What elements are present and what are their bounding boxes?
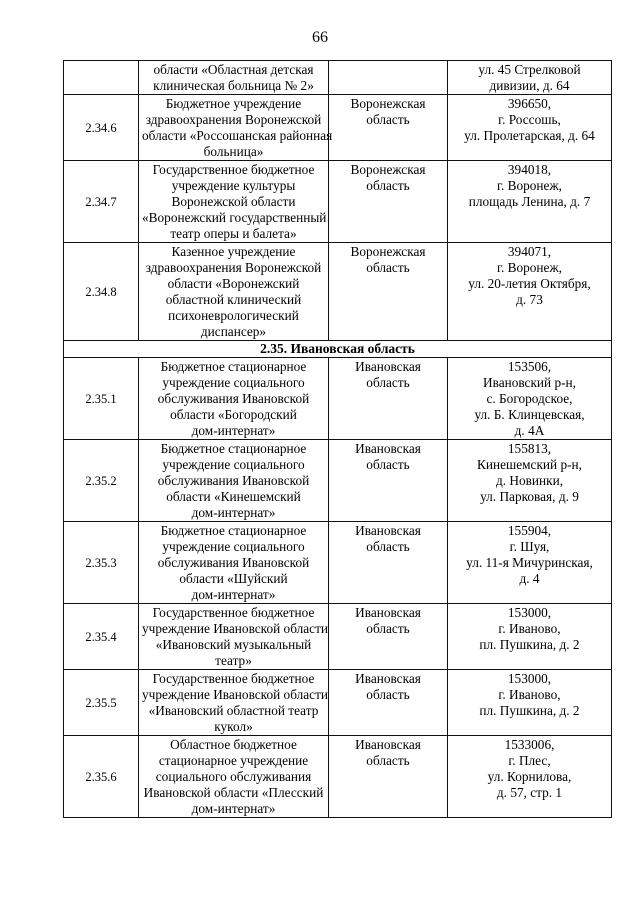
organization-name bbox=[139, 736, 329, 818]
organization-name-line: клиническая больница № 2» bbox=[153, 78, 314, 93]
organization-name-line: дом-интернат» bbox=[191, 801, 276, 816]
region-name-line: область bbox=[366, 539, 410, 554]
address-line: д. 4А bbox=[514, 423, 545, 438]
organization-name bbox=[139, 243, 329, 341]
region-name-line: Ивановская bbox=[355, 441, 421, 456]
organization-name-line: Государственное бюджетное bbox=[152, 162, 315, 177]
address-line: г. Иваново, bbox=[498, 687, 561, 702]
organization-name-line: Областное бюджетное bbox=[170, 737, 297, 752]
organization-name-line: диспансер» bbox=[200, 324, 267, 339]
table-row bbox=[64, 95, 612, 161]
region-name-line: область bbox=[366, 112, 410, 127]
region-name-line: Воронежская bbox=[350, 96, 426, 111]
table-body bbox=[64, 61, 612, 818]
organization-name-line: Воронежской области bbox=[171, 194, 296, 209]
organization-name-line: дом-интернат» bbox=[191, 505, 276, 520]
region-name-line: Ивановская bbox=[355, 523, 421, 538]
organization-name bbox=[139, 161, 329, 243]
organization-name-line: обслуживания Ивановской bbox=[157, 473, 310, 488]
table-row bbox=[64, 604, 612, 670]
organization-name-line: учреждение социального bbox=[162, 457, 305, 472]
address-line: площадь Ленина, д. 7 bbox=[468, 194, 591, 209]
region-name-line: область bbox=[366, 687, 410, 702]
institutions-table bbox=[63, 60, 612, 818]
organization-name bbox=[139, 522, 329, 604]
organization-name-line: области «Богородский bbox=[170, 407, 297, 422]
address-line: ул. Б. Клинцевская, bbox=[474, 407, 585, 422]
organization-name-line: области «Воронежский bbox=[167, 276, 300, 291]
address-line: 396650, bbox=[507, 96, 552, 111]
row-number: 2.35.4 bbox=[64, 604, 139, 670]
region-name-line: Ивановская bbox=[355, 605, 421, 620]
address bbox=[448, 358, 612, 440]
organization-name-line: Казенное учреждение bbox=[171, 244, 296, 259]
address-line: Ивановский р-н, bbox=[482, 375, 576, 390]
table-row bbox=[64, 358, 612, 440]
row-number: 2.35.6 bbox=[64, 736, 139, 818]
address-line: ул. 11-я Мичуринская, bbox=[466, 555, 593, 570]
table-row bbox=[64, 243, 612, 341]
organization-name-line: «Ивановский музыкальный bbox=[155, 637, 312, 652]
region-name bbox=[329, 95, 448, 161]
organization-name-line: здравоохранения Воронежской bbox=[145, 112, 322, 127]
organization-name-line: обслуживания Ивановской bbox=[157, 391, 310, 406]
address bbox=[448, 604, 612, 670]
region-name bbox=[329, 243, 448, 341]
region-name-line: Воронежская bbox=[350, 244, 426, 259]
section-title: 2.35. Ивановская область bbox=[64, 341, 612, 358]
address-line: дивизии, д. 64 bbox=[489, 78, 570, 93]
address-line: ул. Пролетарская, д. 64 bbox=[464, 128, 595, 143]
address-line: 153000, bbox=[507, 671, 552, 686]
organization-name-line: области «Кинешемский bbox=[166, 489, 301, 504]
address-line: ул. Корнилова, bbox=[487, 769, 572, 784]
row-number: 2.34.6 bbox=[64, 95, 139, 161]
organization-name-line: Государственное бюджетное bbox=[152, 605, 315, 620]
address bbox=[448, 161, 612, 243]
address-line: 155904, bbox=[507, 523, 552, 538]
organization-name bbox=[139, 604, 329, 670]
row-number: 2.35.5 bbox=[64, 670, 139, 736]
address-line: 394071, bbox=[507, 244, 552, 259]
address bbox=[448, 670, 612, 736]
address-line: 153506, bbox=[507, 359, 552, 374]
region-name bbox=[329, 604, 448, 670]
region-name-line: Ивановская bbox=[355, 737, 421, 752]
organization-name-line: Ивановской области «Плесский bbox=[143, 785, 324, 800]
region-name-line: область bbox=[366, 457, 410, 472]
organization-name-line: учреждение Ивановской области bbox=[142, 687, 328, 702]
table-row bbox=[64, 670, 612, 736]
organization-name-line: «Ивановский областной театр bbox=[148, 703, 319, 718]
region-name-line: область bbox=[366, 178, 410, 193]
address bbox=[448, 61, 612, 95]
organization-name-line: здравоохранения Воронежской bbox=[145, 260, 322, 275]
region-name-line: область bbox=[366, 260, 410, 275]
organization-name bbox=[139, 670, 329, 736]
table-row bbox=[64, 161, 612, 243]
organization-name-line: области «Россошанская районная bbox=[142, 128, 333, 143]
organization-name-line: социального обслуживания bbox=[155, 769, 312, 784]
region-name bbox=[329, 522, 448, 604]
organization-name-line: «Воронежский государственный bbox=[142, 210, 327, 225]
organization-name-line: обслуживания Ивановской bbox=[157, 555, 310, 570]
address-line: ул. 45 Стрелковой bbox=[478, 62, 581, 77]
region-name-line: Воронежская bbox=[350, 162, 426, 177]
address-line: с. Богородское, bbox=[486, 391, 573, 406]
address bbox=[448, 243, 612, 341]
organization-name-line: учреждение Ивановской области bbox=[142, 621, 328, 636]
organization-name-line: дом-интернат» bbox=[191, 423, 276, 438]
organization-name bbox=[139, 440, 329, 522]
page-number: 66 bbox=[312, 29, 328, 46]
row-number: 2.35.1 bbox=[64, 358, 139, 440]
organization-name-line: дом-интернат» bbox=[191, 587, 276, 602]
organization-name-line: больница» bbox=[203, 144, 264, 159]
address-line: г. Воронеж, bbox=[497, 260, 562, 275]
organization-name-line: Бюджетное стационарное bbox=[160, 523, 307, 538]
organization-name-line: театр оперы и балета» bbox=[170, 226, 297, 241]
address-line: ул. 20-летия Октября, bbox=[468, 276, 591, 291]
address bbox=[448, 440, 612, 522]
row-number: 2.34.7 bbox=[64, 161, 139, 243]
region-name-line: область bbox=[366, 621, 410, 636]
address-line: г. Плес, bbox=[508, 753, 551, 768]
region-name-line: Ивановская bbox=[355, 671, 421, 686]
address-line: пл. Пушкина, д. 2 bbox=[479, 703, 580, 718]
address-line: Кинешемский р-н, bbox=[477, 457, 582, 472]
table-row bbox=[64, 440, 612, 522]
region-name bbox=[329, 61, 448, 95]
table-row bbox=[64, 61, 612, 95]
row-number bbox=[64, 61, 139, 95]
table-row bbox=[64, 522, 612, 604]
region-name bbox=[329, 358, 448, 440]
address-line: д. Новинки, bbox=[495, 473, 564, 488]
address-line: 394018, bbox=[507, 162, 552, 177]
organization-name-line: Государственное бюджетное bbox=[152, 671, 315, 686]
organization-name-line: учреждение социального bbox=[162, 539, 305, 554]
row-number: 2.35.2 bbox=[64, 440, 139, 522]
address-line: г. Россошь, bbox=[498, 112, 561, 127]
region-name-line: область bbox=[366, 753, 410, 768]
organization-name-line: областной клинический bbox=[165, 292, 302, 307]
organization-name bbox=[139, 358, 329, 440]
address bbox=[448, 736, 612, 818]
address-line: г. Иваново, bbox=[498, 621, 561, 636]
address-line: 1533006, bbox=[504, 737, 555, 752]
table-row bbox=[64, 736, 612, 818]
organization-name-line: Бюджетное учреждение bbox=[165, 96, 302, 111]
organization-name bbox=[139, 95, 333, 161]
address-line: д. 73 bbox=[516, 292, 543, 307]
address-line: ул. Парковая, д. 9 bbox=[480, 489, 579, 504]
organization-name-line: учреждение культуры bbox=[171, 178, 296, 193]
address bbox=[448, 522, 612, 604]
organization-name-line: области «Областная детская bbox=[153, 62, 314, 77]
row-number: 2.34.8 bbox=[64, 243, 139, 341]
organization-name-line: кукол» bbox=[214, 719, 253, 734]
organization-name-line: психоневрологический bbox=[168, 308, 299, 323]
organization-name-line: области «Шуйский bbox=[179, 571, 288, 586]
region-name-line: область bbox=[366, 375, 410, 390]
address-line: д. 57, стр. 1 bbox=[496, 785, 563, 800]
address-line: г. Воронеж, bbox=[497, 178, 562, 193]
organization-name-line: стационарное учреждение bbox=[158, 753, 309, 768]
organization-name-line: учреждение социального bbox=[162, 375, 305, 390]
region-name bbox=[329, 440, 448, 522]
address-line: д. 4 bbox=[519, 571, 540, 586]
organization-name-line: Бюджетное стационарное bbox=[160, 441, 307, 456]
section-header-row bbox=[64, 341, 612, 358]
region-name bbox=[329, 161, 448, 243]
organization-name-line: театр» bbox=[215, 653, 252, 668]
address-line: 155813, bbox=[507, 441, 552, 456]
region-name-line: Ивановская bbox=[355, 359, 421, 374]
row-number: 2.35.3 bbox=[64, 522, 139, 604]
region-name bbox=[329, 736, 448, 818]
address-line: 153000, bbox=[507, 605, 552, 620]
address-line: пл. Пушкина, д. 2 bbox=[479, 637, 580, 652]
region-name bbox=[329, 670, 448, 736]
address-line: г. Шуя, bbox=[509, 539, 550, 554]
organization-name bbox=[139, 61, 329, 95]
organization-name-line: Бюджетное стационарное bbox=[160, 359, 307, 374]
address bbox=[448, 95, 612, 161]
